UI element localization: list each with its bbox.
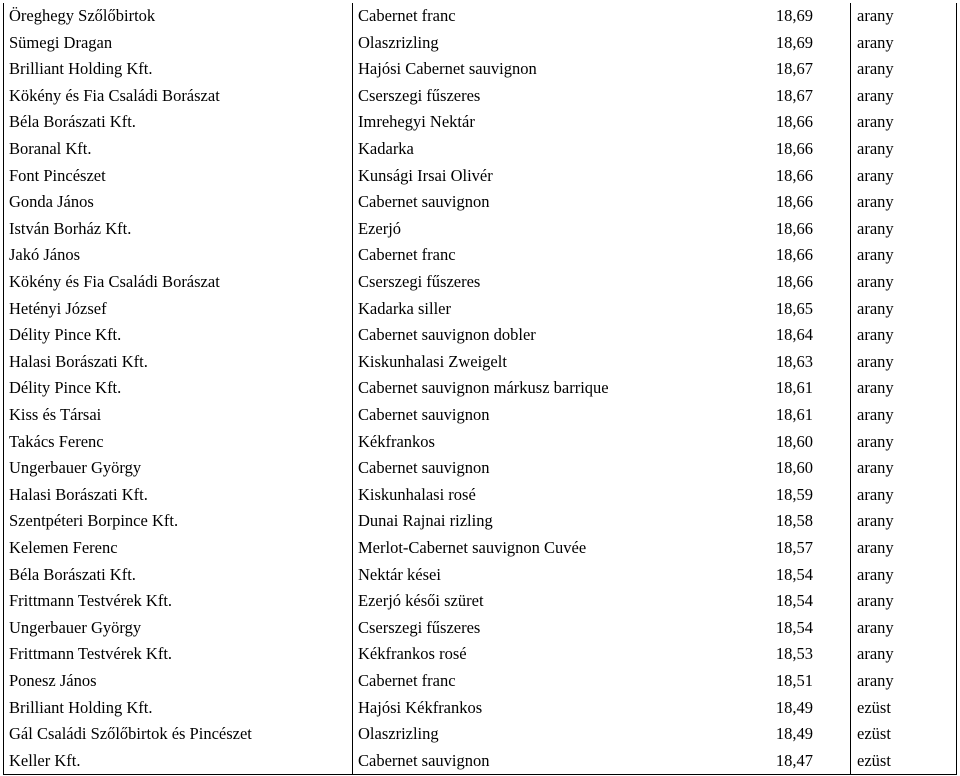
score-cell: 18,60 xyxy=(775,458,813,478)
table-row xyxy=(3,455,957,482)
table-row xyxy=(3,349,957,376)
table-row xyxy=(3,189,957,216)
medal-cell: arany xyxy=(857,272,894,291)
wine-name-cell: Kékfrankos rosé xyxy=(358,644,467,664)
winery-cell: Béla Borászati Kft. xyxy=(9,564,136,584)
wine-name-cell: Kiskunhalasi Zweigelt xyxy=(358,351,507,371)
winery-cell: Hetényi József xyxy=(9,298,107,318)
winery-cell: Ponesz János xyxy=(9,671,97,690)
score-cell: 18,66 xyxy=(775,112,813,132)
table-row xyxy=(3,615,957,642)
wine-name-cell: Cserszegi fűszeres xyxy=(358,617,481,637)
medal-cell: arany xyxy=(857,351,894,371)
wine-name-cell: Dunai Rajnai rizling xyxy=(358,511,493,531)
winery-cell: Délity Pince Kft. xyxy=(9,325,122,345)
table-row xyxy=(3,216,957,243)
medal-cell: arany xyxy=(857,671,894,690)
table-row xyxy=(3,322,957,349)
wine-name-cell: Ezerjó késői szüret xyxy=(358,591,484,611)
table-row xyxy=(3,429,957,456)
score-cell: 18,51 xyxy=(775,671,813,690)
medal-cell: ezüst xyxy=(857,750,891,770)
winery-cell: Gál Családi Szőlőbirtok és Pincészet xyxy=(9,724,252,744)
wine-name-cell: Ezerjó xyxy=(358,218,402,238)
table-row xyxy=(3,296,957,323)
table-row xyxy=(3,109,957,136)
score-cell: 18,66 xyxy=(775,272,813,291)
medal-cell: arany xyxy=(857,591,894,611)
table-row xyxy=(3,535,957,562)
winery-cell: Frittmann Testvérek Kft. xyxy=(9,644,173,664)
medal-cell: arany xyxy=(857,458,894,478)
winery-cell: Frittmann Testvérek Kft. xyxy=(9,591,173,611)
table-row xyxy=(3,668,957,695)
score-cell: 18,64 xyxy=(775,325,813,345)
table-row xyxy=(3,562,957,589)
medal-cell: arany xyxy=(857,378,894,398)
table-row xyxy=(3,136,957,163)
medal-cell: arany xyxy=(857,192,894,212)
score-cell: 18,69 xyxy=(775,6,813,25)
winery-cell: Kökény és Fia Családi Borászat xyxy=(9,272,220,291)
table-row xyxy=(3,30,957,57)
winery-cell: Öreghegy Szőlőbirtok xyxy=(9,6,156,25)
winery-cell: Kiss és Társai xyxy=(9,405,102,424)
score-cell: 18,66 xyxy=(775,192,813,212)
table-row xyxy=(3,242,957,269)
score-cell: 18,65 xyxy=(775,298,813,318)
table-row xyxy=(3,748,957,775)
winery-cell: Keller Kft. xyxy=(9,750,81,770)
winery-cell: Sümegi Dragan xyxy=(9,32,113,52)
wine-name-cell: Cabernet franc xyxy=(358,671,456,690)
table-row xyxy=(3,695,957,722)
winery-cell: Szentpéteri Borpince Kft. xyxy=(9,511,179,531)
winery-cell: Brilliant Holding Kft. xyxy=(9,697,153,717)
table-row xyxy=(3,269,957,296)
wine-name-cell: Olaszrizling xyxy=(358,724,439,744)
medal-cell: arany xyxy=(857,165,894,185)
score-cell: 18,58 xyxy=(775,511,813,531)
wine-name-cell: Kunsági Irsai Olivér xyxy=(358,165,493,185)
wine-name-cell: Cabernet franc xyxy=(358,245,456,265)
wine-name-cell: Cserszegi fűszeres xyxy=(358,272,481,291)
wine-name-cell: Merlot-Cabernet sauvignon Cuvée xyxy=(358,538,587,557)
medal-cell: arany xyxy=(857,617,894,637)
score-cell: 18,54 xyxy=(775,564,813,584)
score-cell: 18,53 xyxy=(775,644,813,664)
score-cell: 18,49 xyxy=(775,724,813,744)
score-cell: 18,60 xyxy=(775,431,813,451)
medal-cell: arany xyxy=(857,538,894,557)
score-cell: 18,47 xyxy=(775,750,813,770)
medal-cell: ezüst xyxy=(857,697,891,717)
medal-cell: ezüst xyxy=(857,724,891,744)
score-cell: 18,63 xyxy=(775,351,813,371)
medal-cell: arany xyxy=(857,245,894,265)
score-cell: 18,67 xyxy=(775,85,813,105)
wine-name-cell: Kékfrankos xyxy=(358,431,435,451)
medal-cell: arany xyxy=(857,139,894,158)
winery-cell: Jakó János xyxy=(9,245,81,265)
wine-name-cell: Cabernet sauvignon xyxy=(358,405,490,424)
score-cell: 18,66 xyxy=(775,245,813,265)
winery-cell: Ungerbauer György xyxy=(9,617,142,637)
winery-cell: Halasi Borászati Kft. xyxy=(9,351,148,371)
winery-cell: Halasi Borászati Kft. xyxy=(9,484,148,504)
wine-name-cell: Cabernet sauvignon xyxy=(358,458,490,478)
wine-name-cell: Cserszegi fűszeres xyxy=(358,85,481,105)
winery-cell: Font Pincészet xyxy=(9,165,106,185)
winery-cell: István Borház Kft. xyxy=(9,218,132,238)
table-row xyxy=(3,83,957,110)
winery-cell: Kelemen Ferenc xyxy=(9,538,118,557)
table-row xyxy=(3,482,957,509)
winery-cell: Kökény és Fia Családi Borászat xyxy=(9,85,220,105)
score-cell: 18,69 xyxy=(775,32,813,52)
table-row xyxy=(3,721,957,748)
winery-cell: Brilliant Holding Kft. xyxy=(9,59,153,79)
wine-name-cell: Kadarka xyxy=(358,139,414,158)
medal-cell: arany xyxy=(857,85,894,105)
medal-cell: arany xyxy=(857,644,894,664)
score-cell: 18,54 xyxy=(775,617,813,637)
medal-cell: arany xyxy=(857,6,894,25)
winery-cell: Takács Ferenc xyxy=(9,431,104,451)
table-row xyxy=(3,3,957,30)
wine-name-cell: Cabernet sauvignon dobler xyxy=(358,325,536,345)
score-cell: 18,57 xyxy=(775,538,813,557)
score-cell: 18,61 xyxy=(775,378,813,398)
wine-name-cell: Cabernet sauvignon xyxy=(358,750,490,770)
winery-cell: Boranal Kft. xyxy=(9,139,92,158)
medal-cell: arany xyxy=(857,431,894,451)
medal-cell: arany xyxy=(857,59,894,79)
medal-cell: arany xyxy=(857,564,894,584)
wine-name-cell: Cabernet franc xyxy=(358,6,456,25)
score-cell: 18,66 xyxy=(775,218,813,238)
wine-name-cell: Olaszrizling xyxy=(358,32,439,52)
table-row xyxy=(3,402,957,429)
medal-cell: arany xyxy=(857,298,894,318)
medal-cell: arany xyxy=(857,511,894,531)
table-row xyxy=(3,641,957,668)
winery-cell: Gonda János xyxy=(9,192,94,212)
wine-name-cell: Cabernet sauvignon márkusz barrique xyxy=(358,378,609,398)
wine-name-cell: Hajósi Cabernet sauvignon xyxy=(358,59,537,79)
wine-name-cell: Hajósi Kékfrankos xyxy=(358,697,483,717)
score-cell: 18,61 xyxy=(775,405,813,424)
winery-cell: Délity Pince Kft. xyxy=(9,378,122,398)
winery-cell: Béla Borászati Kft. xyxy=(9,112,136,132)
table-row xyxy=(3,588,957,615)
wine-name-cell: Kadarka siller xyxy=(358,298,451,318)
score-cell: 18,49 xyxy=(775,697,813,717)
score-cell: 18,66 xyxy=(775,165,813,185)
medal-cell: arany xyxy=(857,112,894,132)
wine-name-cell: Cabernet sauvignon xyxy=(358,192,490,212)
medal-cell: arany xyxy=(857,325,894,345)
table-row xyxy=(3,163,957,190)
wine-name-cell: Nektár kései xyxy=(358,564,441,584)
score-cell: 18,66 xyxy=(775,139,813,158)
medal-cell: arany xyxy=(857,405,894,424)
score-cell: 18,54 xyxy=(775,591,813,611)
medal-cell: arany xyxy=(857,484,894,504)
medal-cell: arany xyxy=(857,218,894,238)
wine-name-cell: Kiskunhalasi rosé xyxy=(358,484,476,504)
medal-cell: arany xyxy=(857,32,894,52)
wine-name-cell: Imrehegyi Nektár xyxy=(358,112,475,132)
score-cell: 18,67 xyxy=(775,59,813,79)
winery-cell: Ungerbauer György xyxy=(9,458,142,478)
table-row xyxy=(3,56,957,83)
table-row xyxy=(3,508,957,535)
table-row xyxy=(3,375,957,402)
score-cell: 18,59 xyxy=(775,484,813,504)
